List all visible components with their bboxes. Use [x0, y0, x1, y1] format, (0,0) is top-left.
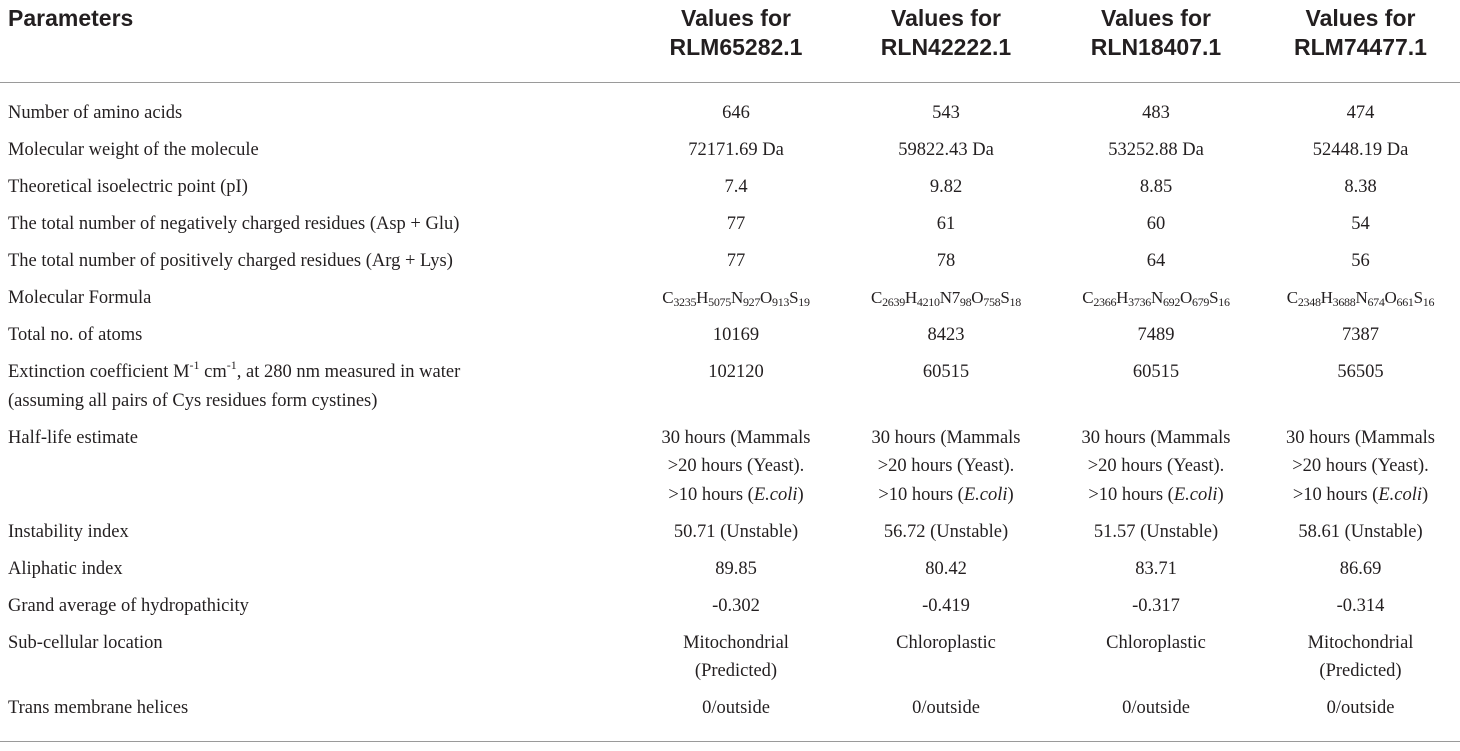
- table-row-isoelectric-point: [0, 173, 1460, 210]
- header-col-2: Values for RLN42222.1: [841, 0, 1051, 83]
- cell-value: 60: [1146, 214, 1166, 234]
- row-label: Grand average of hydropathicity: [8, 595, 249, 616]
- cell-formula: $C_{2348}H_{3688}N_{674}O_{661}S_{16}$: [1286, 288, 1435, 309]
- cell-value: 60515: [922, 362, 970, 382]
- row-label: Theoretical isoelectric point (pI): [8, 177, 248, 197]
- cell-value: 60515: [1132, 362, 1180, 382]
- cell-value: 77: [726, 251, 746, 271]
- cell-half-life: 30 hours (Mammals >20 hours (Yeast). >10 hours (E.coli): [871, 427, 1021, 505]
- table-row-transmembrane-helices: [0, 694, 1460, 741]
- table-row-gravy: [0, 592, 1460, 629]
- cell-formula: $C_{2639}H_{4210}N7_{98}O_{758}S_{18}$: [871, 288, 1021, 309]
- cell-value: 51.57 (Unstable): [1093, 521, 1219, 542]
- row-label: Total no. of atoms: [8, 325, 143, 345]
- header-parameters: Parameters: [0, 0, 631, 83]
- cell-value: 77: [726, 214, 746, 234]
- cell-value: 56.72 (Unstable): [883, 521, 1009, 542]
- cell-value: 0/outside: [841, 694, 1051, 741]
- cell-value: 7489: [1137, 325, 1175, 345]
- cell-value: Chloroplastic: [896, 632, 996, 653]
- cell-value: 9.82: [929, 177, 963, 197]
- cell-value: 89.85: [715, 558, 757, 579]
- cell-value: 53252.88 Da: [1108, 140, 1204, 160]
- cell-value: 102120: [708, 362, 764, 382]
- header-col-3: Values for RLN18407.1: [1051, 0, 1261, 83]
- table-row-molecular-weight: [0, 136, 1460, 173]
- cell-value: Mitochondrial (Predicted): [1307, 632, 1414, 681]
- cell-value: -0.314: [1336, 595, 1385, 616]
- cell-formula: $C_{3235}H_{5075}N_{927}O_{913}S_{19}$: [662, 288, 810, 309]
- table-row-total-atoms: [0, 321, 1460, 358]
- cell-value: 7387: [1342, 325, 1379, 345]
- table-row-molecular-formula: [0, 284, 1460, 321]
- row-label: Sub-cellular location: [8, 632, 163, 653]
- cell-value: 646: [722, 103, 750, 123]
- cell-value: 474: [1346, 103, 1375, 123]
- cell-value: 83.71: [1135, 558, 1177, 579]
- table-row-aliphatic-index: [0, 555, 1460, 592]
- cell-value: 483: [1142, 103, 1170, 123]
- cell-half-life: 30 hours (Mammals >20 hours (Yeast). >10 hours (E.coli): [1285, 427, 1435, 505]
- cell-value: 56505: [1337, 362, 1384, 382]
- cell-half-life: 30 hours (Mammals >20 hours (Yeast). >10 hours (E.coli): [1081, 427, 1231, 505]
- row-label: Instability index: [8, 521, 129, 542]
- cell-value: 0/outside: [631, 694, 841, 741]
- cell-value: -0.317: [1132, 595, 1180, 616]
- cell-value: 10169: [712, 325, 760, 345]
- table-row-half-life: [0, 424, 1460, 518]
- row-label: The total number of positively charged residues (Arg + Lys): [8, 251, 453, 271]
- cell-value: 78: [936, 251, 956, 271]
- cell-value: 543: [932, 103, 960, 123]
- cell-value: 86.69: [1339, 558, 1382, 579]
- cell-value: 58.61 (Unstable): [1298, 521, 1423, 542]
- cell-value: 56: [1351, 251, 1370, 271]
- table-row-positive-residues: [0, 247, 1460, 284]
- row-label: Molecular weight of the molecule: [8, 140, 259, 160]
- cell-value: 80.42: [925, 558, 967, 579]
- cell-value: 64: [1146, 251, 1166, 271]
- cell-value: 7.4: [724, 177, 748, 197]
- cell-value: Chloroplastic: [1106, 632, 1206, 653]
- row-label: Number of amino acids: [8, 103, 183, 123]
- cell-half-life: 30 hours (Mammals >20 hours (Yeast). >10 hours (E.coli): [661, 427, 811, 505]
- cell-value: Mitochondrial (Predicted): [683, 632, 789, 681]
- cell-formula: $C_{2366}H_{3736}N_{692}O_{679}S_{16}$: [1082, 288, 1230, 309]
- table-row-subcellular-location: [0, 629, 1460, 695]
- cell-value: 0/outside: [1261, 694, 1460, 741]
- row-label: Molecular Formula: [8, 288, 152, 308]
- row-label: The total number of negatively charged residues (Asp + Glu): [8, 214, 460, 234]
- table-row-amino-acids: [0, 83, 1460, 137]
- header-row: [0, 0, 1460, 83]
- header-col-1: Values for RLM65282.1: [631, 0, 841, 83]
- cell-value: 8423: [927, 325, 965, 345]
- cell-value: 50.71 (Unstable): [673, 521, 799, 542]
- cell-value: -0.419: [922, 595, 970, 616]
- row-label: Half-life estimate: [8, 427, 138, 448]
- cell-value: 72171.69 Da: [688, 140, 784, 160]
- cell-value: 8.38: [1344, 177, 1377, 197]
- cell-value: 52448.19 Da: [1312, 140, 1409, 160]
- cell-value: 8.85: [1139, 177, 1173, 197]
- header-col-4: Values for RLM74477.1: [1261, 0, 1460, 83]
- cell-value: 61: [936, 214, 956, 234]
- row-label: Extinction coefficient $M^{-1}$ $cm^{-1}$, at 280 nm measured in water (assuming all pairs of Cys residues form cystines): [8, 358, 461, 411]
- row-label: Aliphatic index: [8, 558, 123, 579]
- cell-value: 54: [1351, 214, 1370, 234]
- cell-value: 59822.43 Da: [898, 140, 994, 160]
- cell-value: 0/outside: [1051, 694, 1261, 741]
- cell-value: -0.302: [712, 595, 760, 616]
- row-label: Trans membrane helices: [0, 694, 631, 741]
- table-row-instability-index: [0, 518, 1460, 555]
- table-row-negative-residues: [0, 210, 1460, 247]
- table-row-extinction-coefficient: [0, 358, 1460, 424]
